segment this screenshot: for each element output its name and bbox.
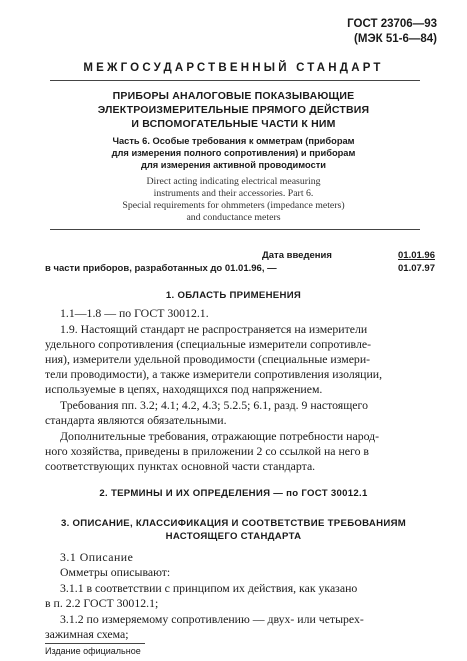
footer-rule bbox=[45, 643, 145, 644]
section-3-line: в п. 2.2 ГОСТ 30012.1; bbox=[45, 596, 159, 610]
section-3-line: 3.1.1 в соответствии с принципом их действия, как указано bbox=[60, 581, 358, 595]
section-1-line: стандарта являются обязательными. bbox=[45, 413, 227, 427]
date-1: 01.01.96 bbox=[398, 250, 435, 261]
date-note: в части приборов, разработанных до 01.01.96, — bbox=[45, 263, 277, 274]
section-2-heading: 2. ТЕРМИНЫ И ИХ ОПРЕДЕЛЕНИЯ — по ГОСТ 30012.1 bbox=[99, 488, 368, 499]
section-3-line: 3.1 Описание bbox=[60, 550, 134, 564]
part-line-3: для измерения активной проводимости bbox=[140, 160, 327, 170]
english-line-4: and conductance meters bbox=[186, 212, 281, 223]
section-3-line: Омметры описывают: bbox=[60, 565, 171, 579]
section-3-heading-line-1: 3. ОПИСАНИЕ, КЛАССИФИКАЦИЯ И СООТВЕТСТВИЕ ТРЕБОВАНИЯМ bbox=[60, 518, 407, 529]
section-3-heading-line-2: НАСТОЯЩЕГО СТАНДАРТА bbox=[165, 531, 302, 542]
english-line-1: Direct acting indicating electrical measuring bbox=[146, 176, 321, 187]
title-line-3: И ВСПОМОГАТЕЛЬНЫЕ ЧАСТИ К НИМ bbox=[131, 118, 336, 130]
section-1-line: 1.1—1.8 — по ГОСТ 30012.1. bbox=[60, 306, 209, 320]
section-3-line: 3.1.2 по измеряемому сопротивлению — двух- или четырех- bbox=[60, 612, 364, 626]
section-1-line: Дополнительные требования, отражающие потребности народ- bbox=[60, 429, 380, 443]
section-1-line: соответствующих пунктах основной части стандарта. bbox=[45, 459, 316, 473]
part-line-2: для измерения полного сопротивления) и приборам bbox=[111, 148, 356, 158]
section-1-line: ного хозяйства, приведены в приложении 2 со ссылкой на него в bbox=[45, 444, 369, 458]
section-1-line: 1.9. Настоящий стандарт не распространяется на измерители bbox=[60, 322, 368, 336]
date-2: 01.07.97 bbox=[398, 263, 435, 274]
section-1-line: удельного сопротивления (специальные измерители сопротивле- bbox=[45, 337, 372, 351]
english-line-2: instruments and their accessories. Part 6. bbox=[153, 188, 314, 199]
section-1-line: ния), измерители удельной проводимости (специальные измери- bbox=[45, 352, 371, 366]
doc-code-iec: (МЭК 51-6—84) bbox=[354, 33, 437, 45]
section-3-line: зажимная схема; bbox=[45, 627, 129, 641]
title-divider bbox=[50, 229, 420, 230]
english-line-3: Special requirements for ohmmeters (impedance meters) bbox=[122, 200, 345, 211]
section-1-line: тели проводимости), а также измерители сопротивления изоляции, bbox=[45, 367, 383, 381]
doc-code-gost: ГОСТ 23706—93 bbox=[347, 18, 437, 30]
date-label: Дата введения bbox=[262, 250, 332, 261]
part-line-1: Часть 6. Особые требования к омметрам (приборам bbox=[112, 136, 355, 146]
title-line-2: ЭЛЕКТРОИЗМЕРИТЕЛЬНЫЕ ПРЯМОГО ДЕЙСТВИЯ bbox=[97, 104, 370, 116]
footer-edition: Издание официальное bbox=[45, 646, 141, 656]
title-line-1: ПРИБОРЫ АНАЛОГОВЫЕ ПОКАЗЫВАЮЩИЕ bbox=[112, 90, 355, 102]
section-1-line: Требования пп. 3.2; 4.1; 4.2, 4.3; 5.2.5; 6.1, разд. 9 настоящего bbox=[60, 398, 368, 412]
section-1-heading: 1. ОБЛАСТЬ ПРИМЕНЕНИЯ bbox=[165, 290, 302, 301]
header-divider bbox=[50, 80, 420, 81]
section-1-line: используемые в цепях, находящихся под напряжением. bbox=[45, 382, 323, 396]
interstate-standard-heading: МЕЖГОСУДАРСТВЕННЫЙ СТАНДАРТ bbox=[83, 62, 384, 74]
